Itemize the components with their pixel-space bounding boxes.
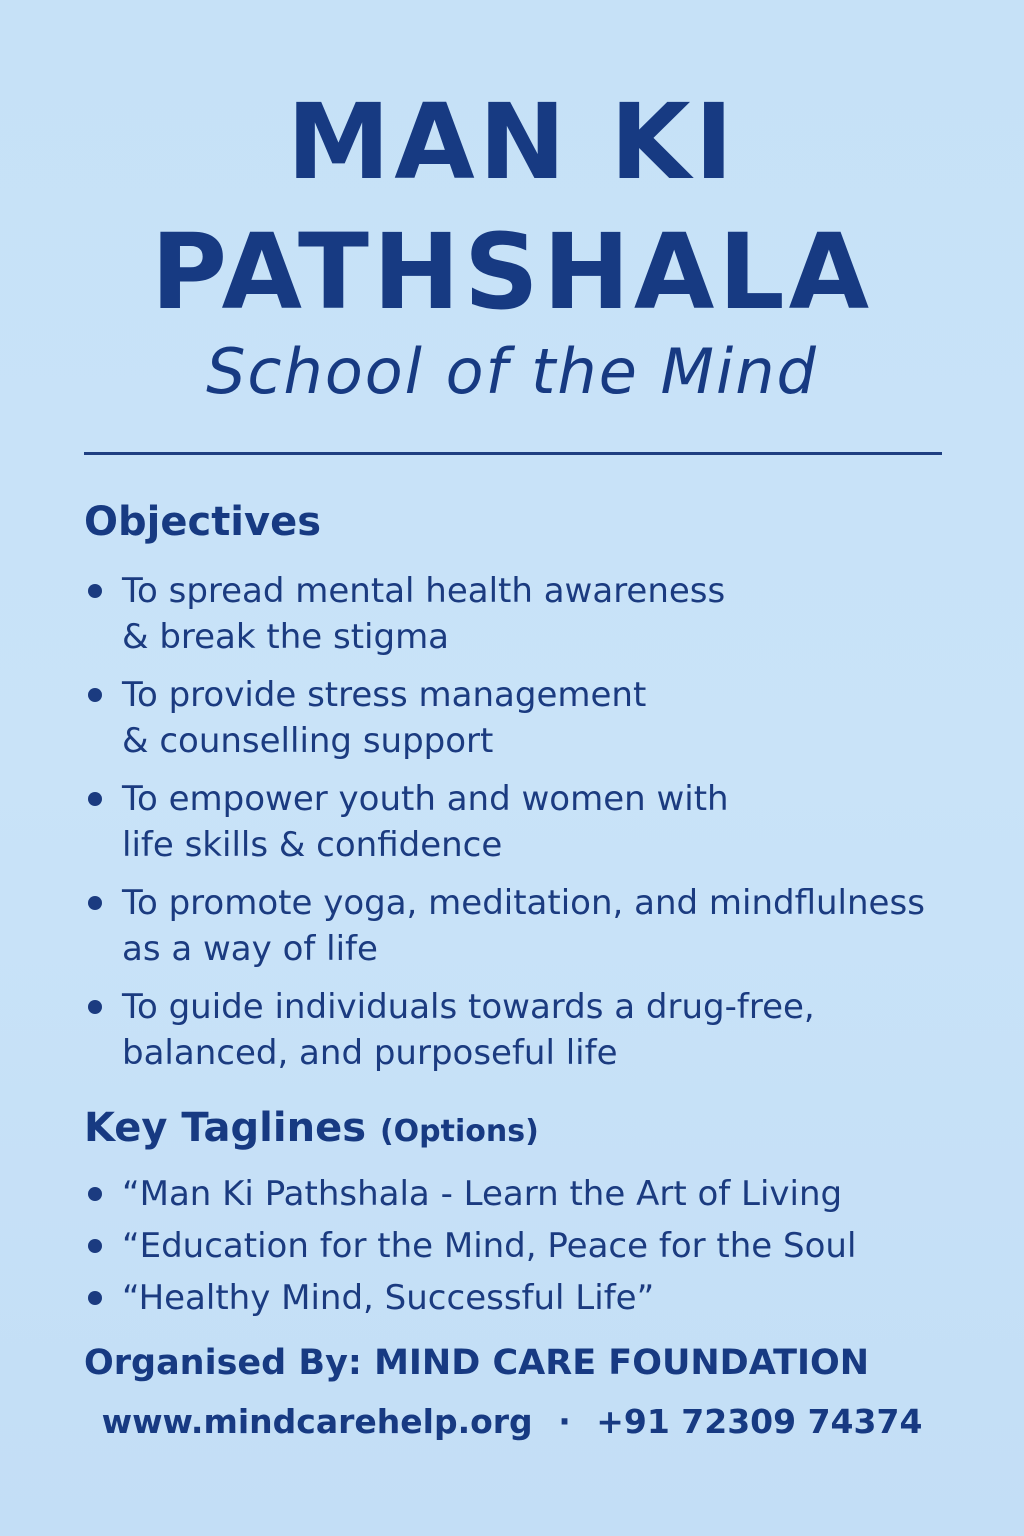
- bullet-icon: [88, 1239, 102, 1253]
- objective-line: & counselling support: [122, 721, 494, 761]
- bullet-icon: [88, 1000, 102, 1014]
- divider: [84, 452, 942, 455]
- organiser-text: Organised By: MIND CARE FOUNDATION: [84, 1343, 870, 1383]
- objective-item: [84, 568, 984, 660]
- taglines-heading-sub: (Options): [379, 1114, 539, 1149]
- title-line-2: PATHSHALA: [150, 211, 874, 333]
- objective-line: as a way of life: [122, 929, 378, 969]
- objective-item: [84, 880, 984, 972]
- phone-number[interactable]: +91 72309 74374: [596, 1402, 923, 1441]
- objective-line: To empower youth and women with: [122, 779, 729, 819]
- subtitle: School of the Mind: [206, 335, 818, 408]
- objectives-heading: Objectives: [84, 499, 322, 545]
- title-line-1: MAN KI: [286, 81, 738, 203]
- objective-item: [84, 672, 984, 764]
- separator-dot: ·: [558, 1402, 571, 1441]
- bullet-icon: [88, 792, 102, 806]
- tagline-text: “Education for the Mind, Peace for the Soul: [122, 1226, 857, 1266]
- objective-item: [84, 984, 984, 1076]
- objective-line: life skills & confidence: [122, 825, 503, 865]
- objective-line: To promote yoga, meditation, and mindflulness: [122, 883, 925, 923]
- taglines-list: [84, 1168, 984, 1324]
- bullet-icon: [88, 584, 102, 598]
- objective-line: To provide stress management: [122, 675, 647, 715]
- objective-line: & break the stigma: [122, 617, 450, 657]
- contact-line: [0, 1402, 1024, 1442]
- tagline-item: [84, 1272, 984, 1324]
- bullet-icon: [88, 896, 102, 910]
- objective-item: [84, 776, 984, 868]
- website-link[interactable]: www.mindcarehelp.org: [101, 1402, 533, 1441]
- bullet-icon: [88, 1187, 102, 1201]
- tagline-text: “Man Ki Pathshala - Learn the Art of Living: [122, 1174, 843, 1214]
- bullet-icon: [88, 1291, 102, 1305]
- tagline-item: [84, 1220, 984, 1272]
- objective-line: To guide individuals towards a drug-free,: [122, 987, 815, 1027]
- objective-line: balanced, and purposeful life: [122, 1033, 618, 1073]
- bullet-icon: [88, 688, 102, 702]
- taglines-heading: [84, 1106, 539, 1150]
- tagline-text: “Healthy Mind, Successful Life”: [122, 1278, 655, 1318]
- objectives-list: [84, 568, 984, 1088]
- tagline-item: [84, 1168, 984, 1220]
- taglines-heading-main: Key Taglines: [84, 1105, 367, 1151]
- objective-line: To spread mental health awareness: [122, 571, 726, 611]
